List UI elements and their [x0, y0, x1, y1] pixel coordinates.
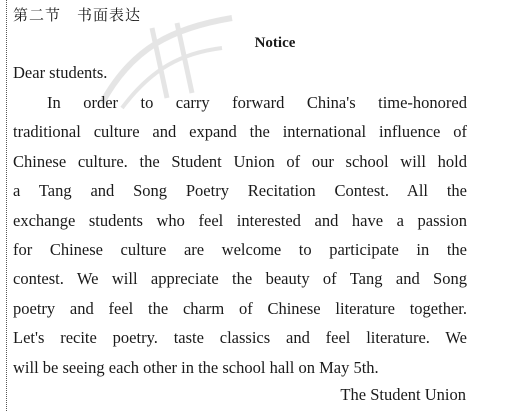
body-line: In order to carry forward China's time-honored: [47, 93, 467, 112]
notice-body: [13, 92, 467, 386]
body-line: Chinese culture. the Student Union of our school will hold: [13, 151, 467, 171]
notice-title: Notice: [254, 35, 296, 51]
body-line: traditional culture and expand the international influence of: [13, 122, 467, 142]
body-line: a Tang and Song Poetry Recitation Contest. All the: [13, 181, 467, 201]
body-line: poetry and feel the charm of Chinese literature together.: [13, 298, 467, 318]
body-line: for Chinese culture are welcome to participate in the: [13, 239, 467, 259]
body-line: Let's recite poetry. taste classics and feel literature. We: [13, 328, 467, 348]
section-heading: 第二节 书面表达: [13, 6, 142, 24]
body-line: exchange students who feel interested and have a passion: [13, 210, 467, 230]
signature: The Student Union: [340, 385, 466, 404]
body-line: will be seeing each other in the school hall on May 5th.: [13, 357, 379, 377]
body-line: contest. We will appreciate the beauty of Tang and Song: [13, 269, 467, 289]
greeting: Dear students.: [13, 63, 108, 82]
left-dotted-margin-line: [6, 0, 7, 411]
